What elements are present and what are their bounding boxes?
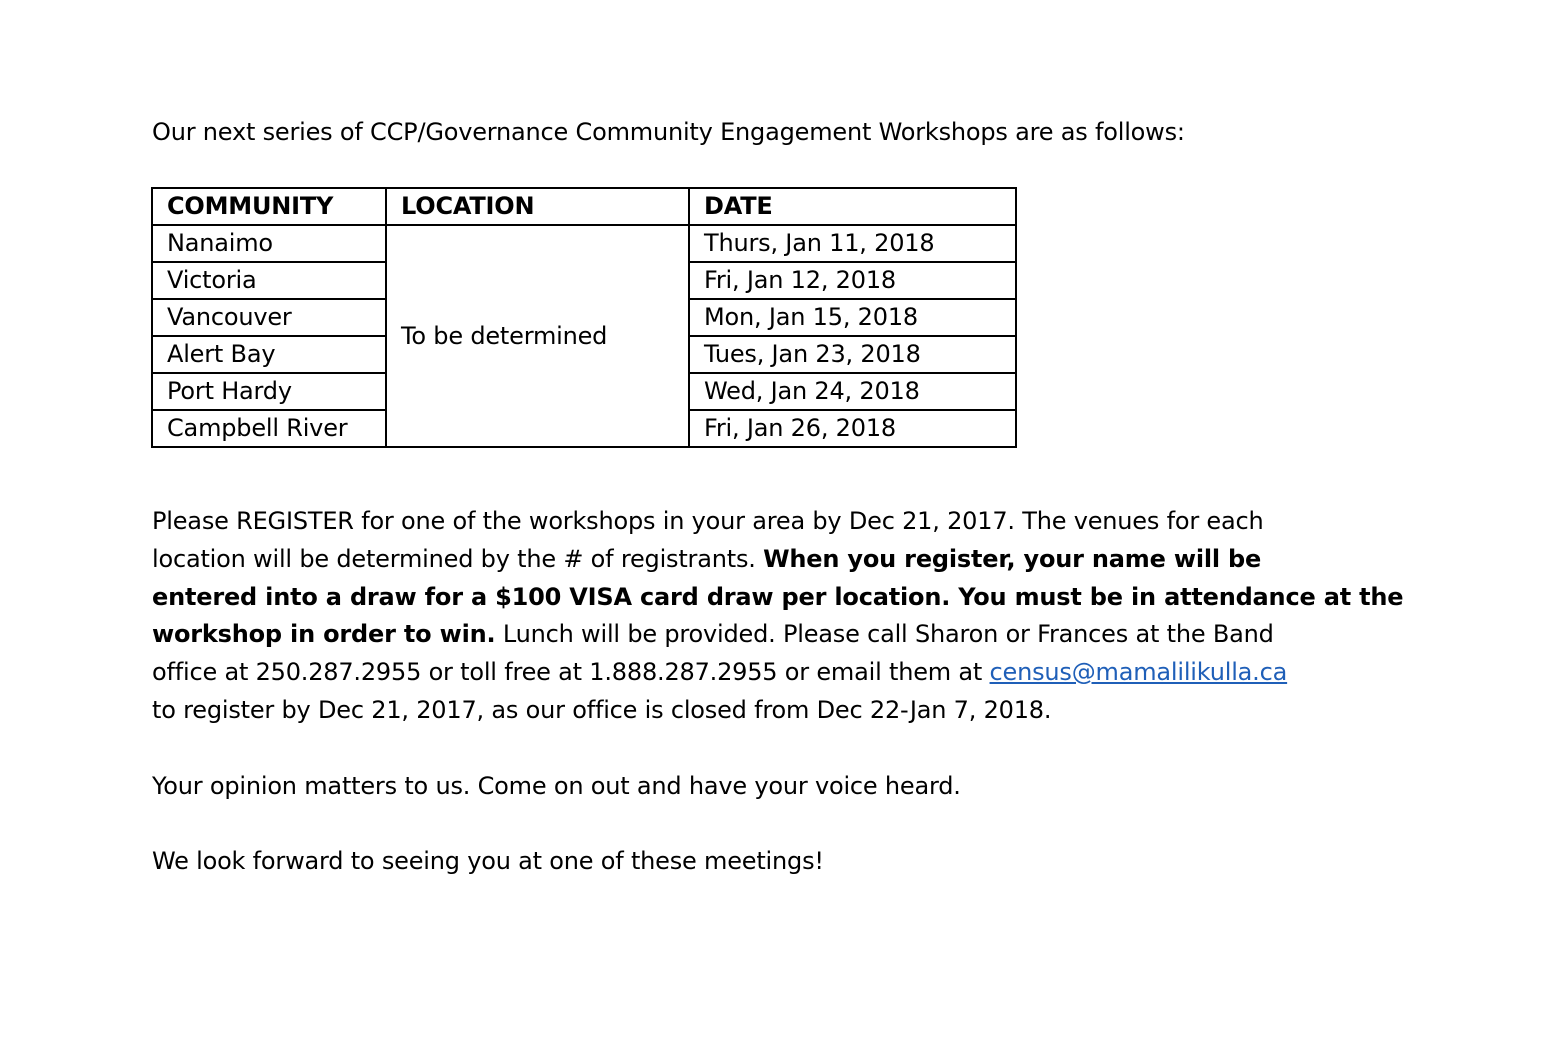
prize-draw-text: entered into a draw for a $100 VISA card draw per location. You must be in attendance at the [152, 582, 1404, 611]
registration-text: office at 250.287.2955 or toll free at 1.888.287.2955 or email them at [152, 658, 990, 687]
opinion-text: Your opinion matters to us. Come on out and have your voice heard. [152, 772, 961, 800]
registration-line [152, 654, 1382, 692]
registration-line [152, 692, 1382, 730]
community-cell: Campbell River [152, 410, 386, 447]
prize-draw-text: workshop in order to win. [152, 620, 496, 649]
location-cell: To be determined [386, 225, 689, 447]
table-header-row [152, 188, 1016, 225]
registration-text: Lunch will be provided. Please call Sharon or Frances at the Band [495, 620, 1274, 649]
date-cell: Thurs, Jan 11, 2018 [689, 225, 1016, 262]
registration-paragraph [152, 503, 1404, 730]
registration-line [152, 503, 1382, 541]
registration-text: Please REGISTER for one of the workshops in your area by Dec 21, 2017. The venues for each [152, 507, 1264, 535]
registration-text: location will be determined by the # of registrants. [152, 544, 764, 573]
date-cell: Tues, Jan 23, 2018 [689, 336, 1016, 373]
table-row [152, 225, 1016, 262]
community-cell: Port Hardy [152, 373, 386, 410]
registration-line [152, 541, 1382, 579]
date-cell: Wed, Jan 24, 2018 [689, 373, 1016, 410]
registration-line [152, 616, 1382, 654]
prize-draw-text: When you register, your name will be [763, 544, 1262, 573]
community-cell: Nanaimo [152, 225, 386, 262]
registration-line [152, 579, 1404, 617]
header-date: DATE [689, 188, 1016, 225]
date-cell: Mon, Jan 15, 2018 [689, 299, 1016, 336]
community-cell: Vancouver [152, 299, 386, 336]
closing-text: We look forward to seeing you at one of these meetings! [152, 847, 824, 875]
header-community: COMMUNITY [152, 188, 386, 225]
intro-text: Our next series of CCP/Governance Community Engagement Workshops are as follows: [152, 118, 1185, 146]
community-cell: Alert Bay [152, 336, 386, 373]
date-cell: Fri, Jan 26, 2018 [689, 410, 1016, 447]
workshop-schedule-table [151, 187, 1017, 448]
date-cell: Fri, Jan 12, 2018 [689, 262, 1016, 299]
email-link[interactable]: census@mamalilikulla.ca [989, 658, 1288, 687]
community-cell: Victoria [152, 262, 386, 299]
registration-text: to register by Dec 21, 2017, as our office is closed from Dec 22-Jan 7, 2018. [152, 695, 1052, 724]
header-location: LOCATION [386, 188, 689, 225]
